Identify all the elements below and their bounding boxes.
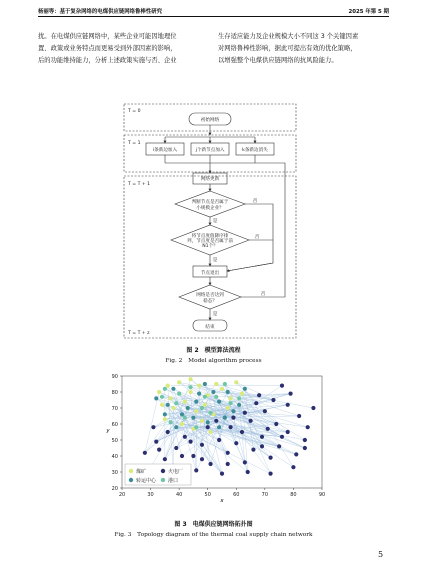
y-tick-label: 80	[111, 389, 118, 396]
node-point	[277, 444, 281, 448]
node-point	[143, 451, 147, 455]
y-axis-label: y	[106, 428, 110, 434]
node-point	[163, 417, 167, 421]
decision2-line1: 将节点度值降序排	[191, 234, 229, 239]
end-label: 结束	[205, 325, 215, 330]
node-point	[274, 422, 278, 426]
figure3-caption-cn: 图 3 电煤供应链网络拓扑图	[174, 521, 253, 528]
node-point	[291, 465, 295, 469]
node-point	[246, 470, 250, 474]
figure3-caption-en: Fig. 3 Topology diagram of the thermal coal supply chain network	[114, 532, 313, 538]
node-point	[194, 400, 198, 404]
decision1-line2: 小规模企业？	[196, 206, 224, 211]
node-point	[203, 395, 207, 399]
node-point	[237, 403, 241, 407]
node-point	[306, 425, 310, 429]
node-point	[203, 403, 207, 407]
node-point	[151, 425, 155, 429]
node-point	[240, 392, 244, 396]
y-tick-label: 50	[111, 437, 118, 444]
node-point	[268, 472, 272, 476]
node-point	[240, 430, 244, 434]
label-tt1: T = T + 1	[128, 182, 151, 187]
page-number: 5	[378, 550, 384, 559]
y-tick-label: 40	[111, 453, 118, 460]
decision2-line3: N1个？	[202, 244, 218, 249]
node-point	[217, 438, 221, 442]
node-point	[228, 396, 232, 400]
x-axis-label: x	[220, 498, 224, 504]
figure2-caption-cn: 图 2 模型算法流程	[186, 347, 241, 354]
node-point	[188, 377, 192, 381]
legend-label: 转运中心	[136, 477, 157, 484]
y-tick-label: 90	[111, 373, 118, 380]
node-point	[157, 448, 161, 452]
header-rule	[38, 16, 389, 17]
node-point	[257, 393, 261, 397]
legend-label: 煤矿	[136, 468, 147, 475]
node-point	[294, 452, 298, 456]
node-point	[188, 440, 192, 444]
node-point	[280, 435, 284, 439]
node-point	[157, 390, 161, 394]
node-point	[234, 441, 238, 445]
node-point	[226, 406, 230, 410]
node-point	[280, 384, 284, 388]
decision1-line1: 判断节点是否属于	[191, 200, 229, 205]
yes-label-2: 是	[212, 258, 218, 263]
no-label-2: 否	[254, 235, 260, 240]
body-line: 以增强整个电煤供应链网络的抗风险能力。	[218, 57, 338, 65]
body-line: 扰。在电煤供应链网络中，某些企业可能因地理位	[38, 33, 177, 40]
node-point	[263, 409, 267, 413]
node-point	[268, 456, 272, 460]
algorithm-flowchart	[123, 103, 303, 341]
x-tick-label: 80	[290, 492, 297, 498]
node-point	[186, 406, 190, 410]
legend-marker	[129, 469, 133, 473]
node-point	[214, 419, 218, 423]
decision3-line2: 稳态？	[203, 299, 217, 304]
label-t0: T = 0	[128, 109, 141, 114]
body-line: 对网络鲁棒性影响，据此可提出有效的优化策略，	[218, 45, 357, 53]
node-point	[226, 390, 230, 394]
node-point	[163, 457, 167, 461]
node-point	[223, 382, 227, 386]
node-point	[260, 444, 264, 448]
x-tick-label: 60	[233, 492, 240, 498]
node-point	[180, 412, 184, 416]
node-point	[223, 416, 227, 420]
node-point	[211, 390, 215, 394]
node-point	[214, 382, 218, 386]
node-point	[194, 425, 198, 429]
node-point	[200, 406, 204, 410]
network-edge	[213, 392, 259, 395]
node-point	[297, 414, 301, 418]
node-point	[197, 384, 201, 388]
node-point	[214, 395, 218, 399]
node-point	[183, 416, 187, 420]
node-point	[217, 425, 221, 429]
node-point	[171, 406, 175, 410]
body-text-left	[38, 31, 208, 68]
figure2-caption-en: Fig. 2 Model algorithm process	[165, 358, 262, 364]
node-point	[194, 409, 198, 413]
label-t1: T = 1	[128, 141, 141, 146]
node-point	[197, 392, 201, 396]
y-tick-label: 70	[111, 405, 118, 412]
node-point	[166, 403, 170, 407]
node-point	[203, 382, 207, 386]
node-point	[168, 396, 172, 400]
x-tick-label: 20	[118, 492, 126, 498]
node-point	[191, 454, 195, 458]
node-point	[171, 387, 175, 391]
node-point	[154, 440, 158, 444]
node-point	[174, 425, 178, 429]
node-point	[194, 468, 198, 472]
node-point	[200, 443, 204, 447]
node-point	[206, 425, 210, 429]
network-edge	[145, 392, 159, 453]
y-tick-label: 60	[111, 421, 118, 428]
node-point	[160, 395, 164, 399]
node-point	[166, 384, 170, 388]
node-point	[166, 430, 170, 434]
node-point	[231, 409, 235, 413]
network-edge	[191, 392, 197, 470]
node-point	[188, 390, 192, 394]
x-tick-label: 40	[175, 492, 183, 498]
node-point	[243, 411, 247, 415]
no-label-3: 否	[260, 292, 266, 297]
node-point	[260, 435, 264, 439]
node-point	[271, 398, 275, 402]
decision3-line1: 网络是否达到	[196, 293, 224, 298]
node-point	[208, 411, 212, 415]
yes-label-1: 是	[212, 219, 218, 224]
y-tick-label: 20	[111, 485, 118, 492]
node-point	[206, 420, 210, 424]
node-point	[303, 438, 307, 442]
legend-label: 港口	[168, 477, 179, 484]
node-point	[226, 451, 230, 455]
body-line: 生存适应能力及企业规模大小不同这 3 个关键因素	[218, 33, 359, 40]
node-point	[217, 400, 221, 404]
node-point	[243, 387, 247, 391]
node-point	[177, 380, 181, 384]
node-point	[191, 416, 195, 420]
node-point	[237, 396, 241, 400]
yes-label-3: 是	[212, 312, 218, 317]
node-point	[168, 420, 172, 424]
node-point	[286, 403, 290, 407]
no-label-1: 否	[252, 199, 258, 204]
legend-marker	[129, 478, 133, 482]
node-point	[183, 435, 187, 439]
node-point	[174, 401, 178, 405]
update-label: 网络更新	[200, 177, 220, 182]
node-point	[180, 422, 184, 426]
body-text-right	[218, 31, 390, 68]
y-tick-label: 30	[111, 469, 118, 476]
header-journal-title: 杨丽等：基于复杂网络的电煤供应链网络鲁棒性研究	[38, 9, 162, 15]
node-point	[174, 446, 178, 450]
body-line: 置、政策或业务特点而更易受到外部因素的影响，	[38, 45, 177, 53]
node-point	[220, 472, 224, 476]
exit-label: 节点退出	[200, 271, 220, 276]
node-point	[160, 403, 164, 407]
init-label: 初始网络	[200, 118, 220, 123]
x-tick-label: 50	[204, 492, 211, 498]
node-point	[226, 462, 230, 466]
node-point	[303, 446, 307, 450]
x-tick-label: 30	[147, 492, 154, 498]
node-point	[154, 396, 158, 400]
legend-label: 火电厂	[168, 468, 184, 475]
node-point	[183, 400, 187, 404]
node-point	[231, 416, 235, 420]
node-point	[208, 462, 212, 466]
node-point	[243, 460, 247, 464]
node-point	[220, 387, 224, 391]
node-point	[228, 425, 232, 429]
remove-edges-label: k条新边消失	[242, 148, 268, 153]
network-edge	[153, 402, 196, 428]
node-point	[266, 427, 270, 431]
network-edge	[179, 394, 222, 474]
node-point	[200, 419, 204, 423]
node-point	[251, 448, 255, 452]
x-tick-label: 70	[261, 492, 269, 498]
x-tick-label: 90	[318, 492, 326, 498]
legend-marker	[161, 469, 165, 473]
label-ttz: T = T + z	[128, 331, 150, 336]
node-point	[311, 406, 315, 410]
node-point	[177, 392, 181, 396]
node-point	[208, 430, 212, 434]
node-point	[180, 454, 184, 458]
supply-chain-network-plot	[96, 368, 336, 518]
decision2-line2: 列，节点度是否属于前	[187, 239, 233, 244]
node-point	[288, 392, 292, 396]
header-issue: 2025 年第 5 期	[348, 9, 389, 15]
legend-marker	[161, 478, 165, 482]
node-point	[248, 419, 252, 423]
node-point	[188, 385, 192, 389]
node-point	[286, 430, 290, 434]
add-nodes-label: j个新节点加入	[195, 148, 225, 153]
node-point	[234, 380, 238, 384]
network-edge	[156, 421, 202, 442]
node-point	[228, 401, 232, 405]
add-edges-label: i条新边加入	[152, 148, 178, 153]
node-point	[163, 387, 167, 391]
node-point	[163, 412, 167, 416]
body-line: 后的功能维持能力，分析上述政策实施与否、企业	[38, 57, 177, 65]
node-point	[254, 401, 258, 405]
node-point	[200, 457, 204, 461]
